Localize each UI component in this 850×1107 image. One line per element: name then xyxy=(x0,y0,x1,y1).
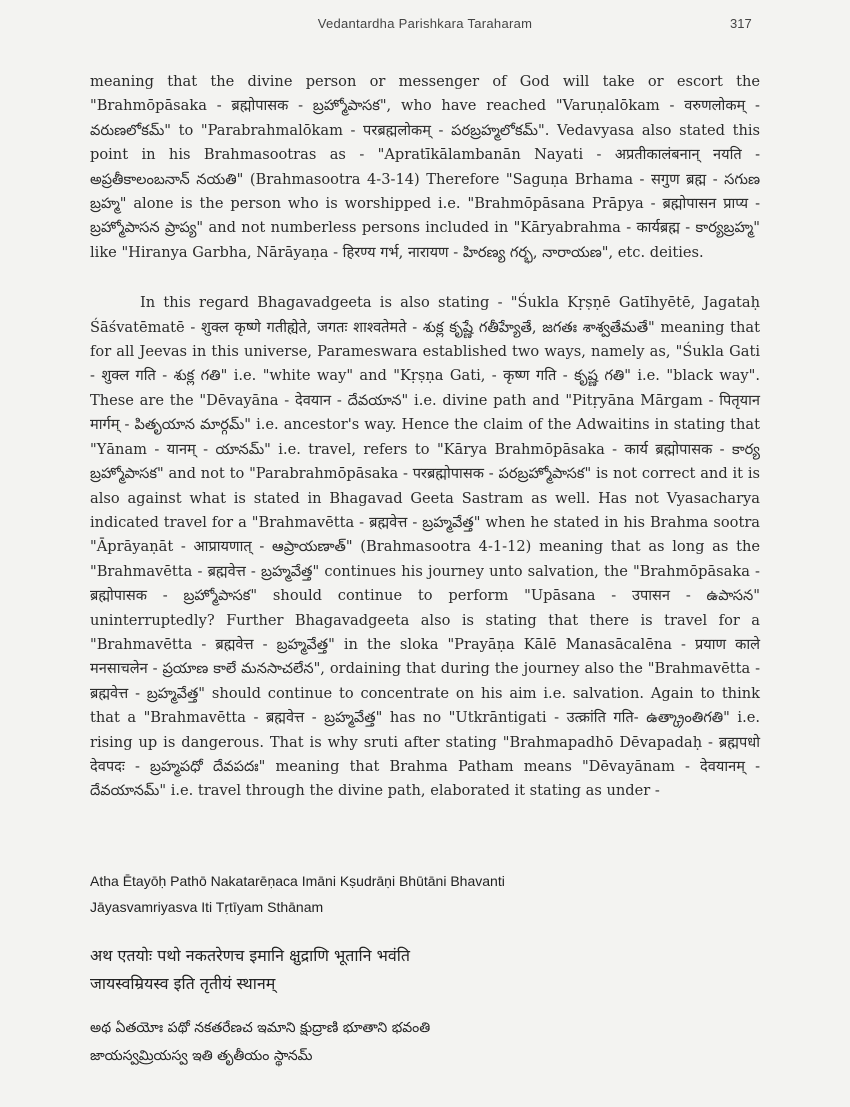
mantra-transliteration xyxy=(90,868,760,920)
mantra-roman-line-2: Jāyasvamriyasva Iti Tṛtīyam Sthānam xyxy=(90,899,324,915)
body-text xyxy=(90,70,760,818)
mantra-devanagari xyxy=(90,942,760,998)
mantra-telugu-line-1: అథ ఏతయోః పథో నకతరేణచ ఇమాని క్షుద్రాణి భూతాని భవంతి xyxy=(90,1020,431,1036)
running-title: Vedantardha Parishkara Taraharam xyxy=(317,16,533,31)
paragraph-2: In this regard Bhagavadgeeta is also stating - "Śukla Kṛṣṇē Gatīhyētē, Jagataḥ Śāśvatēmatē - शुक्ल कृष्णे गतीह्येते, जगतः शाश्वतेमते - శుక్ల కృష్ణే గతీహ్యేతే, జగతః శాశ్వతేమతే" meaning that for all Jeevas in this universe, Parameswara established two ways, namely as, "Śukla Gati - शुक्ल गति - శుక్ల గతి" i.e. "white way" and "Kṛṣṇa Gati, - कृष्ण गति - కృష్ణ గతి" i.e. "black way". These are the "Dēvayāna - देवयान - దేవయాన" i.e. divine path and "Pitṛyāna Mārgam - पितृयान मार्गम् - పితృయాన మార్గమ్" i.e. ancestor's way. Hence the claim of the Adwaitins in stating that "Yānam - यानम् - యానమ్" i.e. travel, refers to "Kārya Brahmōpāsaka - कार्य ब्रह्मोपासक - కార్య బ్రహ్మోపాసక" and not to "Parabrahmōpāsaka - परब्रह्मोपासक - పరబ్రహ్మోపాసక" is not correct and it is also against what is stated in Bhagavad Geeta Sastram as well. Has not Vyasacharya indicated travel for a "Brahmavētta - ब्रह्मवेत्त - బ్రహ్మవేత్త" when he stated in his Brahma sootra "Āprāyaṇāt - आप्रायणात् - ఆప్రాయణాత్" (Brahmasootra 4-1-12) meaning that as long as the "Brahmavētta - ब्रह्मवेत्त - బ్రహ్మవేత్త" continues his journey unto salvation, the "Brahmōpāsaka - ब्रह्मोपासक - బ్రహ్మోపాసక" should continue to perform "Upāsana - उपासन - ఉపాసన" uninterruptedly? Further Bhagavadgeeta also is stating that there is travel for a "Brahmavētta - ब्रह्मवेत्त - బ్రహ్మవేత్త" in the sloka "Prayāṇa Kālē Manasācalēna - प्रयाण काले मनसाचलेन - ప్రయాణ కాలే మనసాచలేన", ordaining that during the journey also the "Brahmavētta - ब्रह्मवेत्त - బ్రహ్మవేత్త" should continue to concentrate on his aim i.e. salvation. Again to think that a "Brahmavētta - ब्रह्मवेत्त - బ్రహ్మవేత్త" has no "Utkrāntigati - उत्क्रांति गति- ఉత్క్రాంతిగతి" i.e. rising up is dangerous. That is why sruti after stating "Brahmapadhō Dēvapadaḥ - ब्रह्मपधो देवपदः - బ్రహ్మపధో దేవపదః" meaning that Brahma Patham means "Dēvayānam - देवयानम् - దేవయానమ్" i.e. travel through the divine path, elaborated it stating as under - xyxy=(90,294,760,800)
page-number: 317 xyxy=(730,16,752,31)
mantra-devanagari-line-2: जायस्वम्रियस्व इति तृतीयं स्थानम् xyxy=(90,974,276,993)
mantra-telugu-line-2: జాయస్వమ్రియస్వ ఇతి తృతీయం స్థానమ్ xyxy=(90,1048,313,1064)
mantra-telugu xyxy=(90,1014,760,1070)
paragraph-1: meaning that the divine person or messenger of God will take or escort the "Brahmōpāsaka - ब्रह्मोपासक - బ్రహ్మోపాసక", who have reached "Varuṇalōkam - वरुणलोकम् - వరుణలోకమ్" to "Parabrahmalōkam - परब्रह्मलोकम् - పరబ్రహ్మలోకమ్". Vedavyasa also stated this point in his Brahmasootras as - "Apratīkālambanān Nayati - अप्रतीकालंबनान् नयति - అప్రతీకాలంబనాన్ నయతి" (Brahmasootra 4-3-14) Therefore "Saguṇa Brhama - सगुण ब्रह्म - సగుణ బ్రహ్మ" alone is the person who is worshipped i.e. "Brahmōpāsana Prāpya - ब्रह्मोपासन प्राप्य - బ్రహ్మోపాసన ప్రాప్య" and not numberless persons included in "Kāryabrahma - कार्यब्रह्म - కార్యబ్రహ్మ" like "Hiranya Garbha, Nārāyaṇa - हिरण्य गर्भ, नारायण - హిరణ్య గర్భ, నారాయణ", etc. deities. xyxy=(90,73,760,261)
mantra-roman-line-1: Atha Ētayōḥ Pathō Nakatarēṇaca Imāni Kṣudrāṇi Bhūtāni Bhavanti xyxy=(90,873,505,889)
mantra-devanagari-line-1: अथ एतयोः पथो नकतरेणच इमानि क्षुद्राणि भूतानि भवंति xyxy=(90,946,411,965)
